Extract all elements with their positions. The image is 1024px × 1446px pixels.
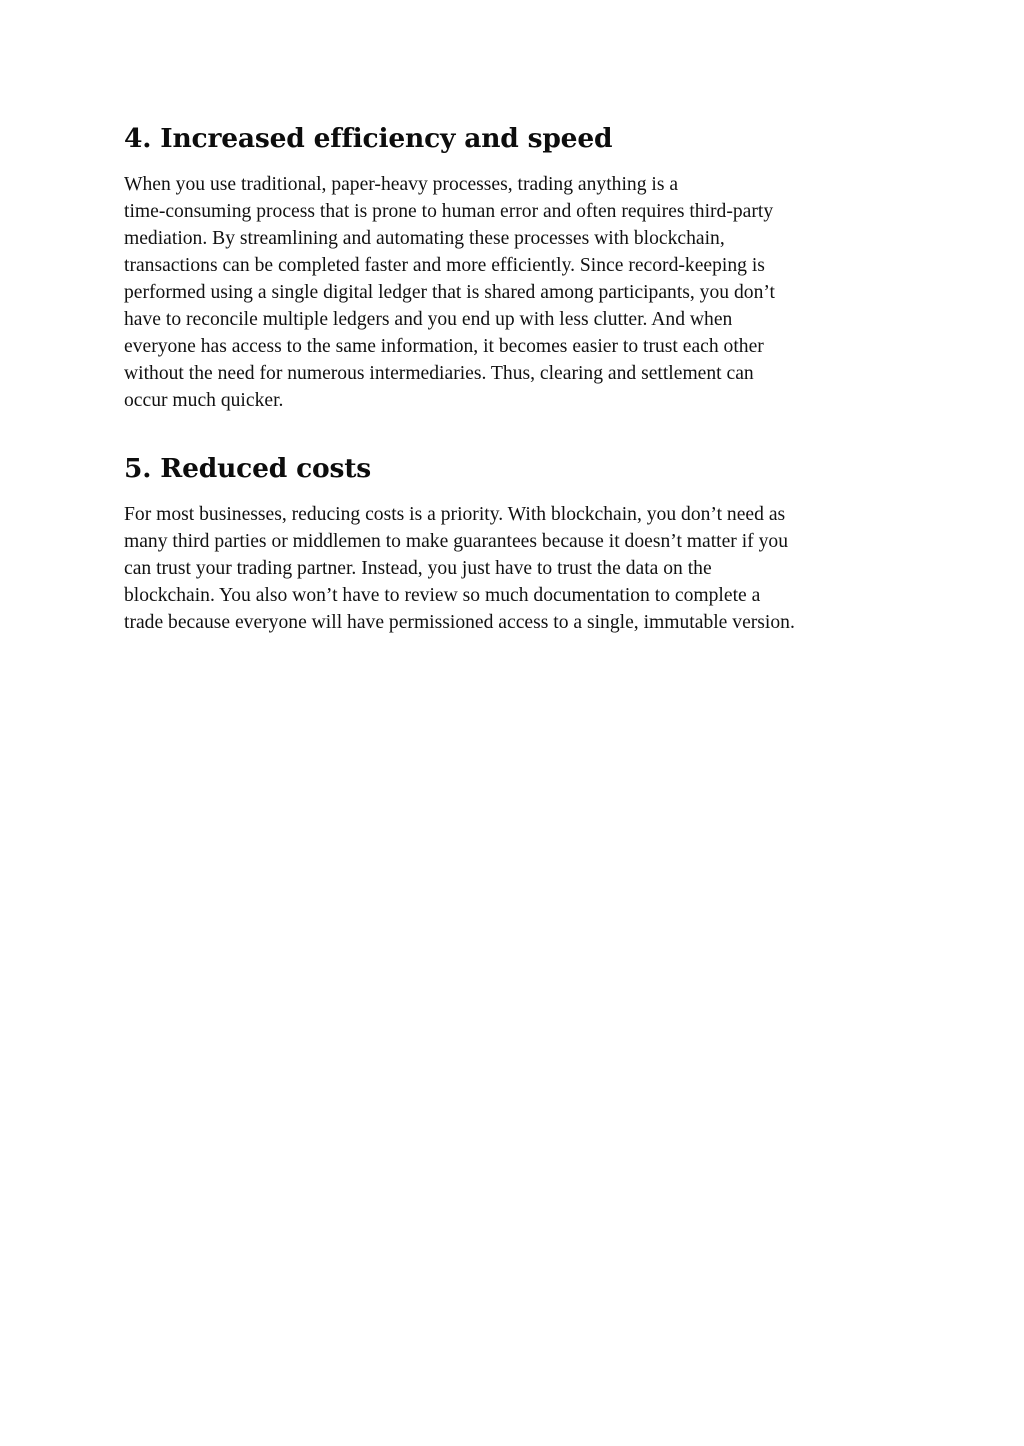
paragraph-line: without the need for numerous intermediaries. Thus, clearing and settlement can [124, 363, 754, 384]
section-increased-efficiency [124, 118, 914, 414]
paragraph-line: many third parties or middlemen to make guarantees because it doesn’t matter if you [124, 531, 788, 552]
paragraph-line: time-consuming process that is prone to human error and often requires third-party [124, 201, 774, 222]
paragraph-line: blockchain. You also won’t have to review so much documentation to complete a [124, 585, 761, 606]
paragraph-line: transactions can be completed faster and more efficiently. Since record-keeping is [124, 255, 765, 276]
paragraph-line: occur much quicker. [124, 390, 284, 411]
paragraph-line: performed using a single digital ledger that is shared among participants, you don’t [124, 282, 775, 303]
section-paragraph [124, 501, 914, 636]
section-paragraph [124, 171, 914, 414]
paragraph-line: When you use traditional, paper-heavy processes, trading anything is a [124, 174, 679, 195]
paragraph-line: have to reconcile multiple ledgers and you end up with less clutter. And when [124, 309, 733, 330]
paragraph-line: everyone has access to the same information, it becomes easier to trust each other [124, 336, 764, 357]
section-reduced-costs [124, 448, 914, 636]
paragraph-line: trade because everyone will have permissioned access to a single, immutable version. [124, 612, 795, 633]
section-heading: 4. Increased efficiency and speed [124, 123, 613, 154]
section-heading: 5. Reduced costs [124, 453, 372, 484]
paragraph-line: mediation. By streamlining and automating these processes with blockchain, [124, 228, 725, 249]
paragraph-line: For most businesses, reducing costs is a priority. With blockchain, you don’t need as [124, 504, 786, 525]
document-page [124, 118, 914, 670]
paragraph-line: can trust your trading partner. Instead, you just have to trust the data on the [124, 558, 712, 579]
